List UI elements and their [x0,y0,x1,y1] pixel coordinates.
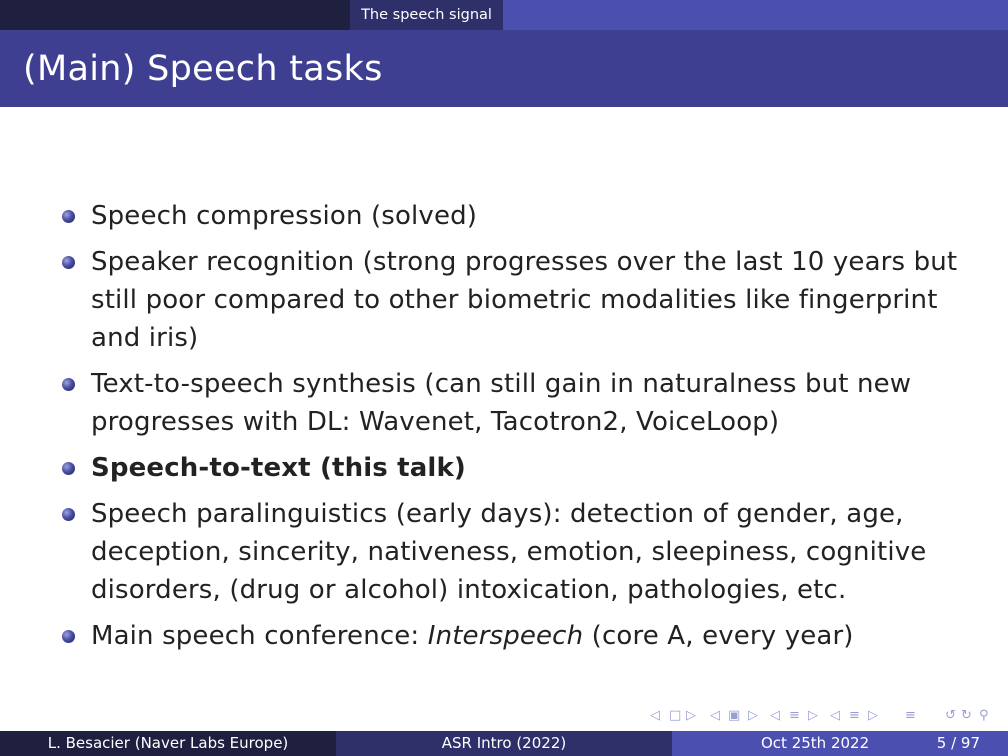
list-item-text-part: Text-to-speech synthesis (can still gain in naturalness but new progresses with DL: Wavenet, Tacotron2, VoiceLoop) [91,369,912,437]
bullet-icon [62,378,75,391]
navigation-symbols [650,707,1006,725]
nav-prev-subsection-icon[interactable]: ◁ [770,708,780,723]
list-item [0,243,981,357]
list-item-text-part: Speech compression (solved) [91,201,478,231]
footer-right-panel [672,731,1008,756]
bullet-list [0,197,1008,655]
nav-search-icon[interactable]: ⚲ [979,708,989,723]
bullet-icon [62,508,75,521]
bullet-icon [62,210,75,223]
nav-subsection-icon[interactable]: ≡ [789,708,800,723]
nav-forward-icon[interactable]: ↻ [961,708,972,723]
footer-author: L. Besacier (Naver Labs Europe) [0,731,336,756]
list-item-text-part: Speech-to-text (this talk) [91,453,466,483]
list-item-text [91,449,981,487]
footer-date: Oct 25th 2022 [761,734,870,752]
list-item [0,617,981,655]
nav-outline-icon[interactable]: ≡ [905,708,916,723]
nav-section-icon[interactable]: ≡ [849,708,860,723]
list-item-text [91,617,981,655]
list-item-text [91,197,981,235]
list-item-text-part: (core A, every year) [583,621,854,651]
nav-slide-icon[interactable]: □ [669,708,682,723]
list-item-text-part: Speaker recognition (strong progresses over the last 10 years but still poor compared to other biometric modalities like fingerprint and iris) [91,247,958,353]
nav-back-icon[interactable]: ↺ [945,708,956,723]
nav-next-frame-icon[interactable]: ▷ [748,708,758,723]
bullet-icon [62,462,75,475]
header-left-panel [0,0,350,30]
section-title[interactable]: The speech signal [350,0,503,30]
list-item-text-part: Interspeech [427,621,584,651]
list-item-text-part: Speech paralinguistics (early days): detection of gender, age, deception, sincerity, nativeness, emotion, sleepiness, cognitive disorders, (drug or alcohol) intoxication, pathologies, etc. [91,499,927,605]
bullet-icon [62,630,75,643]
list-item [0,197,981,235]
nav-next-slide-icon[interactable]: ▷ [686,708,696,723]
list-item [0,365,981,441]
nav-prev-frame-icon[interactable]: ◁ [710,708,720,723]
list-item-text-part: Main speech conference: [91,621,428,651]
footer-talk-title: ASR Intro (2022) [336,731,672,756]
footer [0,731,1008,756]
bullet-icon [62,256,75,269]
page-counter: 5 / 97 [936,734,980,752]
nav-prev-slide-icon[interactable]: ◁ [650,708,660,723]
header-right-panel [503,0,1008,30]
list-item-text [91,365,981,441]
frame-title: (Main) Speech tasks [23,49,383,89]
list-item [0,449,981,487]
nav-next-subsection-icon[interactable]: ▷ [808,708,818,723]
list-item-text [91,243,981,357]
nav-prev-section-icon[interactable]: ◁ [830,708,840,723]
nav-next-section-icon[interactable]: ▷ [868,708,878,723]
nav-frame-icon[interactable]: ▣ [728,708,741,723]
list-item-text [91,495,981,609]
list-item [0,495,981,609]
frame-title-bar [0,30,1008,107]
header-navigation-bar [0,0,1008,30]
